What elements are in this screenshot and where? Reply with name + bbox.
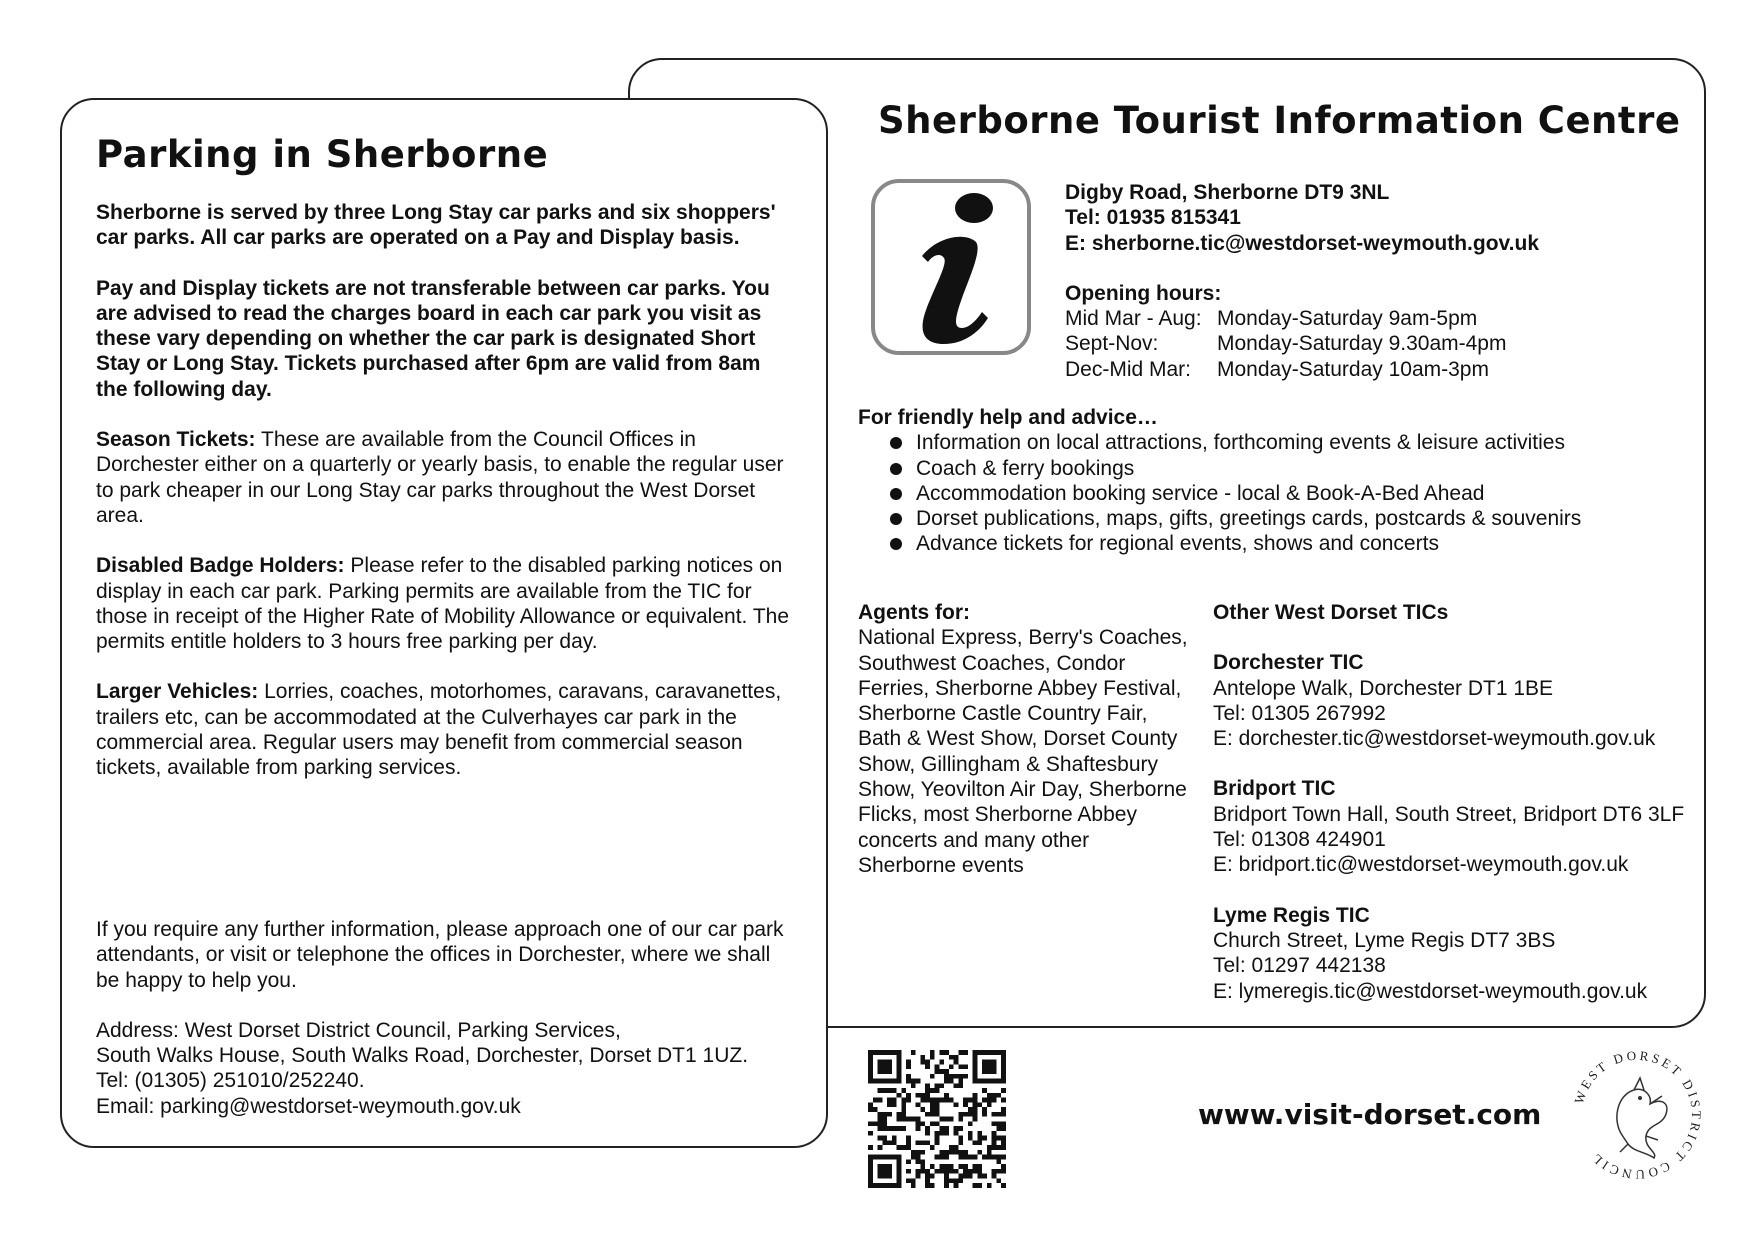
seal-text: WEST DORSET DISTRICT COUNCIL [1571, 1047, 1705, 1183]
tic-tel: Tel: 01308 424901 [1213, 828, 1386, 852]
tic-contact [1065, 180, 1539, 382]
larger-vehicles-label: Larger Vehicles: [96, 680, 259, 704]
list-item [858, 430, 1678, 455]
tic-name: Lyme Regis TIC [1213, 903, 1370, 927]
council-seal-icon [1562, 1040, 1712, 1190]
bullet-icon [890, 513, 902, 525]
further-info: If you require any further information, please approach one of our car park attendants, or visit or telephone the offices in Dorchester, where we shall be happy to help you. [96, 918, 784, 992]
hours-period: Sept-Nov: [1065, 332, 1159, 356]
other-tics-section [1213, 600, 1693, 1004]
tic-address: Antelope Walk, Dorchester DT1 1BE [1213, 676, 1554, 700]
season-tickets-paragraph [96, 427, 796, 528]
help-item-text: Advance tickets for regional events, shows and concerts [916, 532, 1439, 556]
hours-row [1065, 306, 1539, 331]
hours-row [1065, 331, 1539, 356]
help-item-text: Accommodation booking service - local & Book-A-Bed Ahead [916, 481, 1485, 505]
website-link[interactable]: www.visit-dorset.com [1198, 1098, 1542, 1131]
tic-email[interactable]: E: bridport.tic@westdorset-weymouth.gov.uk [1213, 853, 1629, 877]
bullet-icon [890, 538, 902, 550]
tic-address: Digby Road, Sherborne DT9 3NL [1065, 181, 1390, 204]
disabled-badge-label: Disabled Badge Holders: [96, 554, 345, 578]
help-item-text: Information on local attractions, forthcoming events & leisure activities [916, 431, 1565, 455]
tic-tel: Tel: 01305 267992 [1213, 701, 1386, 725]
hours-period: Dec-Mid Mar: [1065, 357, 1192, 381]
other-tic-lyme-regis [1213, 903, 1693, 1004]
parking-intro-1: Sherborne is served by three Long Stay car parks and six shoppers' car parks. All car parks are operated on a Pay and Display basis. [96, 201, 776, 250]
tic-address: Bridport Town Hall, South Street, Bridport DT6 3LF [1213, 802, 1685, 826]
parking-address-2: South Walks House, South Walks Road, Dorchester, Dorset DT1 1UZ. [96, 1044, 749, 1068]
season-tickets-label: Season Tickets: [96, 428, 256, 452]
help-section [858, 405, 1678, 557]
tic-name: Bridport TIC [1213, 777, 1336, 801]
information-icon [870, 178, 1032, 356]
parking-address-1: Address: West Dorset District Council, Parking Services, [96, 1018, 621, 1042]
hours-period: Mid Mar - Aug: [1065, 307, 1202, 331]
parking-email[interactable]: Email: parking@westdorset-weymouth.gov.uk [96, 1094, 521, 1118]
help-item-text: Dorset publications, maps, gifts, greetings cards, postcards & souvenirs [916, 507, 1582, 531]
tic-address: Church Street, Lyme Regis DT7 3BS [1213, 928, 1556, 952]
season-tickets-text: These are available from the Council Offices in Dorchester either on a quarterly or yearly basis, to enable the regular user to park cheaper in our Long Stay car parks throughout the West Dorset area. [96, 428, 784, 527]
parking-body [96, 200, 796, 781]
parking-intro-2: Pay and Display tickets are not transferable between car parks. You are advised to read the charges board in each car park you visit as these vary depending on whether the car park is designated Short Stay or Long Stay. Tickets purchased after 6pm are valid from 8am the following day. [96, 276, 770, 401]
list-item [858, 531, 1678, 556]
tic-tel: Tel: 01935 815341 [1065, 206, 1241, 230]
tic-name: Dorchester TIC [1213, 651, 1364, 675]
bullet-icon [890, 463, 902, 475]
svg-text:WEST DORSET DISTRICT COUNCIL [1571, 1048, 1704, 1182]
help-heading: For friendly help and advice… [858, 406, 1158, 429]
list-item [858, 481, 1678, 506]
tic-title: Sherborne Tourist Information Centre [878, 99, 1681, 142]
tic-email[interactable]: E: lymeregis.tic@westdorset-weymouth.gov.uk [1213, 979, 1648, 1003]
parking-contact [96, 917, 796, 1119]
list-item [858, 456, 1678, 481]
other-tic-dorchester [1213, 650, 1693, 751]
hours-times: Monday-Saturday 9am-5pm [1217, 307, 1478, 331]
tic-email[interactable]: E: dorchester.tic@westdorset-weymouth.gov.uk [1213, 727, 1656, 751]
tic-tel: Tel: 01297 442138 [1213, 954, 1386, 978]
qr-code-icon[interactable] [868, 1050, 1006, 1188]
help-list [858, 430, 1678, 556]
hours-times: Monday-Saturday 9.30am-4pm [1217, 332, 1507, 356]
bullet-icon [890, 437, 902, 449]
parking-title: Parking in Sherborne [96, 133, 549, 176]
list-item [858, 506, 1678, 531]
help-item-text: Coach & ferry bookings [916, 456, 1135, 480]
hours-heading: Opening hours: [1065, 281, 1222, 305]
bullet-icon [890, 488, 902, 500]
agents-text: National Express, Berry's Coaches, Southwest Coaches, Condor Ferries, Sherborne Abbey Festival, Sherborne Castle Country Fair, Bath & West Show, Dorset County Show, Gillingham & Shaftesbury Show, Yeovilton Air Day, Sherborne Flicks, most Sherborne Abbey concerts and many other Sherborne events [858, 626, 1188, 877]
other-tics-heading: Other West Dorset TICs [1213, 601, 1449, 624]
disabled-badge-text: Please refer to the disabled parking notices on display in each car park. Parking permits are available from the TIC for those in receipt of the Higher Rate of Mobility Allowance or equivalent. The permits entitle holders to 3 hours free parking per day. [96, 554, 789, 654]
agents-section [858, 600, 1188, 878]
hours-row [1065, 357, 1539, 382]
hours-times: Monday-Saturday 10am-3pm [1217, 357, 1489, 381]
agents-heading: Agents for: [858, 601, 970, 624]
other-tic-bridport [1213, 776, 1693, 877]
larger-vehicles-text: Lorries, coaches, motorhomes, caravans, caravanettes, trailers etc, can be accommodated at the Culverhayes car park in the commercial area. Regular users may benefit from commercial season tickets, available from parking services. [96, 680, 782, 780]
larger-vehicles-paragraph [96, 679, 796, 780]
tic-email[interactable]: E: sherborne.tic@westdorset-weymouth.gov.uk [1065, 231, 1539, 255]
disabled-badge-paragraph [96, 553, 796, 654]
parking-tel: Tel: (01305) 251010/252240. [96, 1069, 365, 1093]
